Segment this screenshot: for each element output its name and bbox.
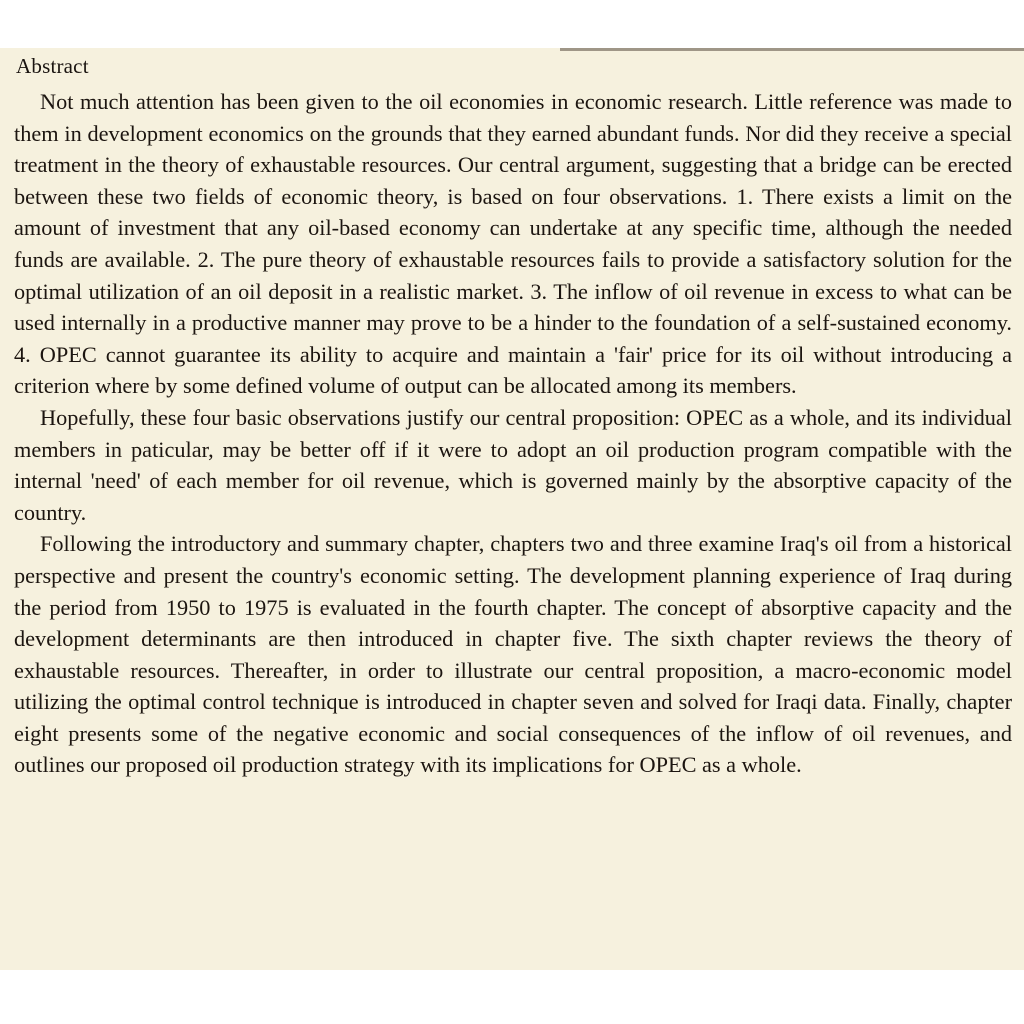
abstract-body [14, 86, 1012, 781]
abstract-paragraph-3: Following the introductory and summary chapter, chapters two and three examine Iraq's oil from a historical perspective and present the country's economic setting. The development planning experience of Iraq during the period from 1950 to 1975 is evaluated in the fourth chapter. The concept of absorptive capacity and the development determinants are then introduced in chapter five. The sixth chapter reviews the theory of exhaustable resources. Thereafter, in order to illustrate our central proposition, a macro-economic model utilizing the optimal control technique is introduced in chapter seven and solved for Iraqi data. Finally, chapter eight presents some of the negative economic and social consequences of the inflow of oil revenues, and outlines our proposed oil production strategy with its implications for OPEC as a whole. [14, 531, 1012, 778]
top-rule [560, 48, 1024, 51]
abstract-heading: Abstract [16, 54, 89, 78]
abstract-paragraph-2: Hopefully, these four basic observations justify our central proposition: OPEC as a whole, and its individual members in paticular, may be better off if it were to adopt an oil production program compatible with the internal 'need' of each member for oil revenue, which is governed mainly by the absorptive capacity of the country. [14, 404, 1012, 525]
bottom-margin [0, 970, 1024, 1024]
abstract-paragraph-1: Not much attention has been given to the oil economies in economic research. Little reference was made to them in development economics on the grounds that they earned abundant funds. Nor did they receive a special treatment in the theory of exhaustable resources. Our central argument, suggesting that a bridge can be erected between these two fields of economic theory, is based on four observations. 1. There exists a limit on the amount of investment that any oil-based economy can undertake at any specific time, although the needed funds are available. 2. The pure theory of exhaustable resources fails to provide a satisfactory solution for the optimal utilization of an oil deposit in a realistic market. 3. The inflow of oil revenue in excess to what can be used internally in a productive manner may prove to be a hinder to the foundation of a self-sustained economy. 4. OPEC cannot guarantee its ability to acquire and maintain a 'fair' price for its oil without introducing a criterion where by some defined volume of output can be allocated among its members. [14, 89, 1012, 399]
scanned-page [0, 48, 1024, 970]
